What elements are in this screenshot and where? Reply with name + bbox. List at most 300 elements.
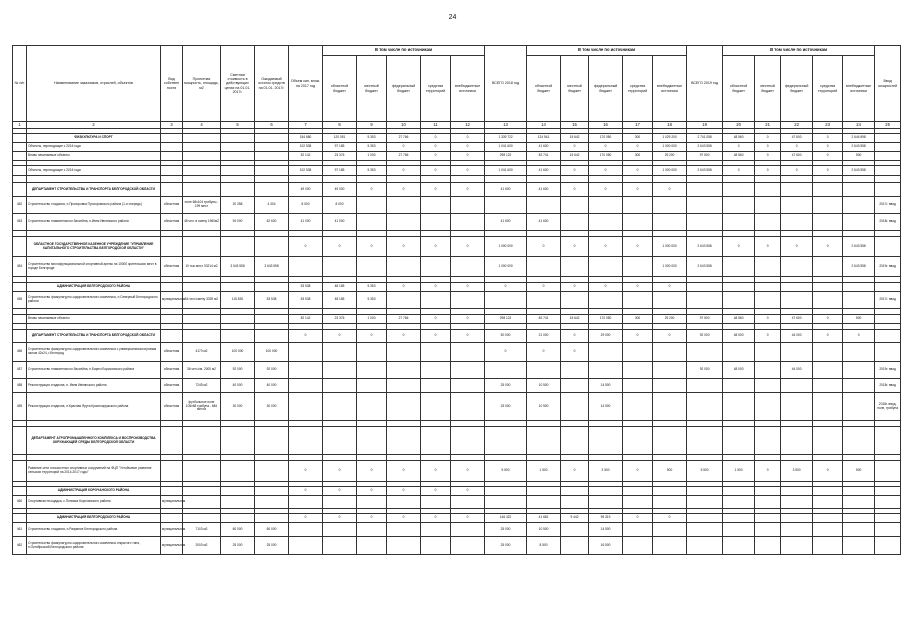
value-cell: 500 [843, 461, 875, 482]
value-cell [183, 487, 221, 496]
object-name-cell: АДМИНИСТРАЦИЯ БЕЛГОРОДСКОГО РАЙОНА [27, 283, 161, 292]
value-cell: 1 000 000 [653, 237, 687, 257]
value-cell [527, 487, 561, 496]
table-row [13, 379, 901, 393]
value-cell [289, 523, 323, 537]
value-cell [653, 379, 687, 393]
value-cell [451, 214, 485, 231]
value-cell [183, 283, 221, 292]
value-cell [289, 496, 323, 509]
row-number-cell [13, 176, 27, 183]
value-cell: 41 600 [527, 143, 561, 152]
column-number: 14 [527, 122, 561, 129]
value-cell [451, 257, 485, 277]
value-cell: 2 643 558 [843, 237, 875, 257]
value-cell: 41 600 [527, 183, 561, 197]
value-cell [221, 283, 255, 292]
value-cell [723, 214, 755, 231]
value-cell: 92 000 [687, 330, 723, 343]
value-cell [687, 343, 723, 362]
value-cell [755, 427, 781, 455]
value-cell [323, 393, 357, 421]
value-cell: 0 [387, 514, 421, 523]
value-cell: 0 [451, 487, 485, 496]
value-cell: 0 [421, 514, 451, 523]
table-row [13, 537, 901, 555]
value-cell [843, 427, 875, 455]
value-cell [221, 330, 255, 343]
value-cell [755, 214, 781, 231]
commissioning-cell: 2018г. ввод [875, 214, 901, 231]
value-cell: 0 [421, 315, 451, 324]
row-number-cell [13, 427, 27, 455]
row-number-cell [13, 134, 27, 143]
value-cell: 2 741 058 [687, 134, 723, 143]
row-number-cell [13, 487, 27, 496]
value-cell: 146 422 [485, 514, 527, 523]
value-cell [357, 176, 387, 183]
value-cell [781, 214, 813, 231]
value-cell: 15 642 [561, 152, 589, 161]
value-cell [813, 514, 843, 523]
value-cell [161, 237, 183, 257]
value-cell [357, 362, 387, 379]
value-cell [183, 330, 221, 343]
value-cell: 0 [451, 134, 485, 143]
value-cell: 154 680 [289, 134, 323, 143]
value-cell: 25 000 [485, 537, 527, 555]
value-cell: 0 [781, 166, 813, 176]
value-cell [843, 514, 875, 523]
value-cell: 0 [561, 166, 589, 176]
table-row [13, 214, 901, 231]
value-cell [561, 496, 589, 509]
value-cell: 0 [357, 237, 387, 257]
value-cell: 92 000 [221, 362, 255, 379]
value-cell [589, 496, 623, 509]
object-name-cell: Объекты, переходящие с 2016 года [27, 143, 161, 152]
value-cell [451, 343, 485, 362]
value-cell [255, 427, 289, 455]
value-cell [653, 343, 687, 362]
column-number: 1 [13, 122, 27, 129]
value-cell: 48 000 [723, 362, 755, 379]
value-cell: 0 [653, 514, 687, 523]
value-cell: 115 830 [221, 292, 255, 309]
value-cell: 0 [561, 461, 589, 482]
value-cell [387, 257, 421, 277]
value-cell: 0 [755, 315, 781, 324]
value-cell [161, 143, 183, 152]
value-cell [723, 487, 755, 496]
value-cell: 25 000 [485, 393, 527, 421]
value-cell [255, 283, 289, 292]
value-cell [387, 214, 421, 231]
value-cell: областная [161, 343, 183, 362]
value-cell: 3 643 558 [221, 257, 255, 277]
value-cell: 0 [451, 183, 485, 197]
value-cell: 0 [451, 152, 485, 161]
value-cell [813, 176, 843, 183]
value-cell: 44 000 [781, 362, 813, 379]
value-cell [421, 197, 451, 214]
value-cell: 54 чел./смену 3339 м2 [183, 292, 221, 309]
value-cell: 41 000 [289, 214, 323, 231]
value-cell: 0 [755, 330, 781, 343]
value-cell [687, 514, 723, 523]
col-head: федеральный бюджет [589, 56, 623, 122]
value-cell [843, 197, 875, 214]
value-cell [589, 176, 623, 183]
value-cell: 30 000 [255, 393, 289, 421]
value-cell [421, 176, 451, 183]
value-cell [813, 379, 843, 393]
value-cell [781, 197, 813, 214]
value-cell [183, 143, 221, 152]
value-cell [255, 134, 289, 143]
value-cell: 49 000 [323, 183, 357, 197]
row-number-cell: 456 [13, 343, 27, 362]
value-cell [387, 523, 421, 537]
value-cell: 0 [357, 330, 387, 343]
object-name-cell: Строительство плавательного бассейна, п.Ивня Ивнянского района [27, 214, 161, 231]
value-cell: 9 442 [561, 514, 589, 523]
object-name-cell: Строительство физкультурно-оздоровительного комплекса с универсальным игровым залом 42х24, г.Белгород [27, 343, 161, 362]
value-cell [255, 166, 289, 176]
table-row [13, 393, 901, 421]
value-cell: 97 500 [687, 152, 723, 161]
value-cell: областная [161, 362, 183, 379]
value-cell [451, 496, 485, 509]
value-cell: 0 [323, 487, 357, 496]
value-cell: 170 050 [589, 152, 623, 161]
value-cell: муниципальная [161, 292, 183, 309]
row-number-cell: 457 [13, 362, 27, 379]
value-cell: 41 600 [527, 214, 561, 231]
value-cell [755, 379, 781, 393]
commissioning-cell [875, 176, 901, 183]
value-cell: 0 [561, 143, 589, 152]
value-cell: 48 560 [723, 134, 755, 143]
section-row [13, 487, 901, 496]
value-cell: 48 185 [323, 283, 357, 292]
value-cell [323, 176, 357, 183]
value-cell: 0 [561, 183, 589, 197]
table-row [13, 315, 901, 324]
column-number: 19 [687, 122, 723, 129]
value-cell [561, 537, 589, 555]
value-cell [527, 362, 561, 379]
col-head: областной бюджет [723, 56, 755, 122]
value-cell [421, 362, 451, 379]
value-cell [221, 134, 255, 143]
commissioning-cell: 2018г. ввод, поле, трибуна [875, 393, 901, 421]
value-cell [843, 183, 875, 197]
value-cell [755, 343, 781, 362]
value-cell: 0 [451, 237, 485, 257]
value-cell: 0 [755, 143, 781, 152]
value-cell: поле 68х104 трибуны - 199 мест [183, 197, 221, 214]
value-cell [421, 537, 451, 555]
group-head-2019: В том числе по источникам [723, 46, 875, 56]
value-cell: 2 643 558 [843, 143, 875, 152]
value-cell: областная [161, 214, 183, 231]
commissioning-cell [875, 537, 901, 555]
value-cell: 0 [813, 134, 843, 143]
value-cell: 2 643 558 [687, 143, 723, 152]
value-cell: 92 000 [255, 362, 289, 379]
value-cell [843, 496, 875, 509]
value-cell: 92 000 [687, 362, 723, 379]
value-cell: 60 000 [221, 523, 255, 537]
value-cell: 0 [357, 183, 387, 197]
value-cell: 170 050 [589, 315, 623, 324]
value-cell [183, 166, 221, 176]
value-cell: 7103 м2 [183, 523, 221, 537]
value-cell: 0 [623, 237, 653, 257]
value-cell [623, 257, 653, 277]
value-cell: 25 000 [255, 537, 289, 555]
value-cell [723, 393, 755, 421]
commissioning-cell [875, 166, 901, 176]
value-cell: 3 500 [781, 461, 813, 482]
col-head: Вид собствен ности [161, 46, 183, 122]
value-cell: 41 600 [527, 166, 561, 176]
value-cell [255, 152, 289, 161]
value-cell [813, 257, 843, 277]
value-cell [653, 393, 687, 421]
value-cell: 0 [421, 461, 451, 482]
value-cell: 0 [421, 143, 451, 152]
value-cell [589, 257, 623, 277]
value-cell: 0 [813, 315, 843, 324]
column-number: 3 [161, 122, 183, 129]
value-cell: 0 [653, 330, 687, 343]
value-cell: 0 [723, 143, 755, 152]
value-cell [485, 362, 527, 379]
value-cell [623, 292, 653, 309]
value-cell [255, 183, 289, 197]
value-cell [561, 257, 589, 277]
value-cell [357, 537, 387, 555]
value-cell: 48 чел. в смену 1960м2 [183, 214, 221, 231]
row-number-cell [13, 166, 27, 176]
value-cell: 23 376 [323, 315, 357, 324]
value-cell: 82 741 [527, 152, 561, 161]
value-cell: 48 185 [323, 292, 357, 309]
value-cell [357, 379, 387, 393]
value-cell [421, 379, 451, 393]
value-cell: 0 [561, 330, 589, 343]
value-cell [183, 183, 221, 197]
value-cell: 0 [387, 183, 421, 197]
value-cell [387, 427, 421, 455]
object-name-cell: АДМИНИСТРАЦИЯ БЕЛГОРОДСКОГО РАЙОНА [27, 514, 161, 523]
commissioning-cell [875, 330, 901, 343]
value-cell [687, 183, 723, 197]
value-cell: 10 500 [527, 523, 561, 537]
value-cell [255, 330, 289, 343]
value-cell [781, 176, 813, 183]
commissioning-cell [875, 427, 901, 455]
value-cell: 40 000 [255, 379, 289, 393]
value-cell [527, 257, 561, 277]
table-row [13, 257, 901, 277]
value-cell: 14 500 [589, 393, 623, 421]
value-cell: 0 [813, 330, 843, 343]
value-cell [255, 487, 289, 496]
value-cell [183, 237, 221, 257]
table-header [13, 46, 901, 129]
col-head: местный бюджет [755, 56, 781, 122]
value-cell: 0 [357, 514, 387, 523]
value-cell: муниципальная [161, 537, 183, 555]
value-cell [289, 362, 323, 379]
row-number-cell [13, 283, 27, 292]
value-cell: 0 [813, 237, 843, 257]
value-cell [485, 487, 527, 496]
table-row [13, 523, 901, 537]
value-cell [387, 393, 421, 421]
commissioning-cell: 2018г. ввод [875, 379, 901, 393]
value-cell: 0 [589, 143, 623, 152]
value-cell [255, 176, 289, 183]
table-row [13, 461, 901, 482]
value-cell [723, 292, 755, 309]
value-cell: 5 353 [357, 283, 387, 292]
value-cell: 0 [755, 237, 781, 257]
value-cell: 1 339 722 [485, 134, 527, 143]
value-cell [323, 343, 357, 362]
value-cell: 0 [289, 487, 323, 496]
value-cell: 0 [289, 514, 323, 523]
value-cell [451, 537, 485, 555]
column-number: 16 [589, 122, 623, 129]
value-cell [221, 427, 255, 455]
col-head: областной бюджет [527, 56, 561, 122]
value-cell: 0 [755, 166, 781, 176]
object-name-cell: Спортивная площадка, с.Поповка Корочанского района [27, 496, 161, 509]
row-number-cell [13, 143, 27, 152]
value-cell: 25 000 [485, 523, 527, 537]
value-cell [589, 427, 623, 455]
value-cell [687, 393, 723, 421]
value-cell [221, 152, 255, 161]
value-cell: 1 029 200 [653, 134, 687, 143]
value-cell [421, 292, 451, 309]
row-number-cell: 453 [13, 214, 27, 231]
value-cell: 27 766 [387, 152, 421, 161]
value-cell [421, 257, 451, 277]
value-cell [161, 427, 183, 455]
value-cell [161, 461, 183, 482]
col-head: внебюджетные источники [653, 56, 687, 122]
value-cell [781, 257, 813, 277]
value-cell: 0 [289, 330, 323, 343]
value-cell: 0 [723, 166, 755, 176]
commissioning-cell: 2017г. ввод [875, 292, 901, 309]
value-cell [183, 176, 221, 183]
row-number-cell: 455 [13, 292, 27, 309]
value-cell: 0 [527, 237, 561, 257]
column-number: 7 [289, 122, 323, 129]
value-cell [843, 362, 875, 379]
commissioning-cell: 2019г. ввод [875, 362, 901, 379]
value-cell: 62 600 [255, 214, 289, 231]
value-cell [755, 257, 781, 277]
value-cell [387, 176, 421, 183]
value-cell: 0 [723, 237, 755, 257]
table-row [13, 197, 901, 214]
value-cell [653, 292, 687, 309]
value-cell: 1 000 [357, 152, 387, 161]
table-row [13, 496, 901, 509]
value-cell [843, 393, 875, 421]
value-cell [813, 197, 843, 214]
value-cell: 2000 м2 [183, 537, 221, 555]
value-cell [687, 283, 723, 292]
value-cell: 47 600 [781, 315, 813, 324]
value-cell [421, 343, 451, 362]
value-cell: 0 [421, 166, 451, 176]
value-cell [813, 283, 843, 292]
value-cell [813, 362, 843, 379]
value-cell: 0 [451, 461, 485, 482]
value-cell [221, 315, 255, 324]
value-cell [813, 487, 843, 496]
data-table [12, 45, 901, 555]
value-cell: 3 500 [589, 461, 623, 482]
value-cell [687, 292, 723, 309]
col-head: средства территорий [421, 56, 451, 122]
value-cell [687, 537, 723, 555]
value-cell [221, 176, 255, 183]
section-row [13, 183, 901, 197]
value-cell: 53 538 [255, 292, 289, 309]
column-number: 8 [323, 122, 357, 129]
object-name-cell: Строительство стадиона, п.Разумное Белгородского района [27, 523, 161, 537]
object-name-cell: Реконструкция стадиона, п.Красная Яруга Краснояружского района [27, 393, 161, 421]
value-cell: 1 000 000 [485, 257, 527, 277]
value-cell [623, 379, 653, 393]
page-number: 24 [448, 14, 457, 21]
value-cell: областная [161, 379, 183, 393]
value-cell [843, 379, 875, 393]
value-cell [723, 257, 755, 277]
value-cell: 1 500 [723, 461, 755, 482]
value-cell [485, 292, 527, 309]
value-cell: 4 304 [255, 197, 289, 214]
value-cell [221, 143, 255, 152]
commissioning-cell [875, 152, 901, 161]
row-number-cell [13, 514, 27, 523]
value-cell [623, 362, 653, 379]
value-cell: 0 [451, 315, 485, 324]
value-cell [289, 379, 323, 393]
value-cell: 36 чел./см. 2000 м2 [183, 362, 221, 379]
col-head: внебюджетные источники [451, 56, 485, 122]
value-cell: 0 [387, 330, 421, 343]
value-cell: 21 000 [527, 330, 561, 343]
value-cell [289, 537, 323, 555]
object-name-cell: ДЕПАРТАМЕНТ АГРОПРОМЫШЛЕННОГО КОМПЛЕКСА И ВОСПРОИЗВОДСТВА ОКРУЖАЮЩЕЙ СРЕДЫ БЕЛГОРОДСКОЙ ОБЛАСТИ [27, 427, 161, 455]
value-cell [653, 523, 687, 537]
value-cell: 1 041 600 [485, 166, 527, 176]
value-cell [421, 427, 451, 455]
value-cell: 47 600 [781, 152, 813, 161]
column-number-row [13, 122, 901, 129]
value-cell [387, 537, 421, 555]
